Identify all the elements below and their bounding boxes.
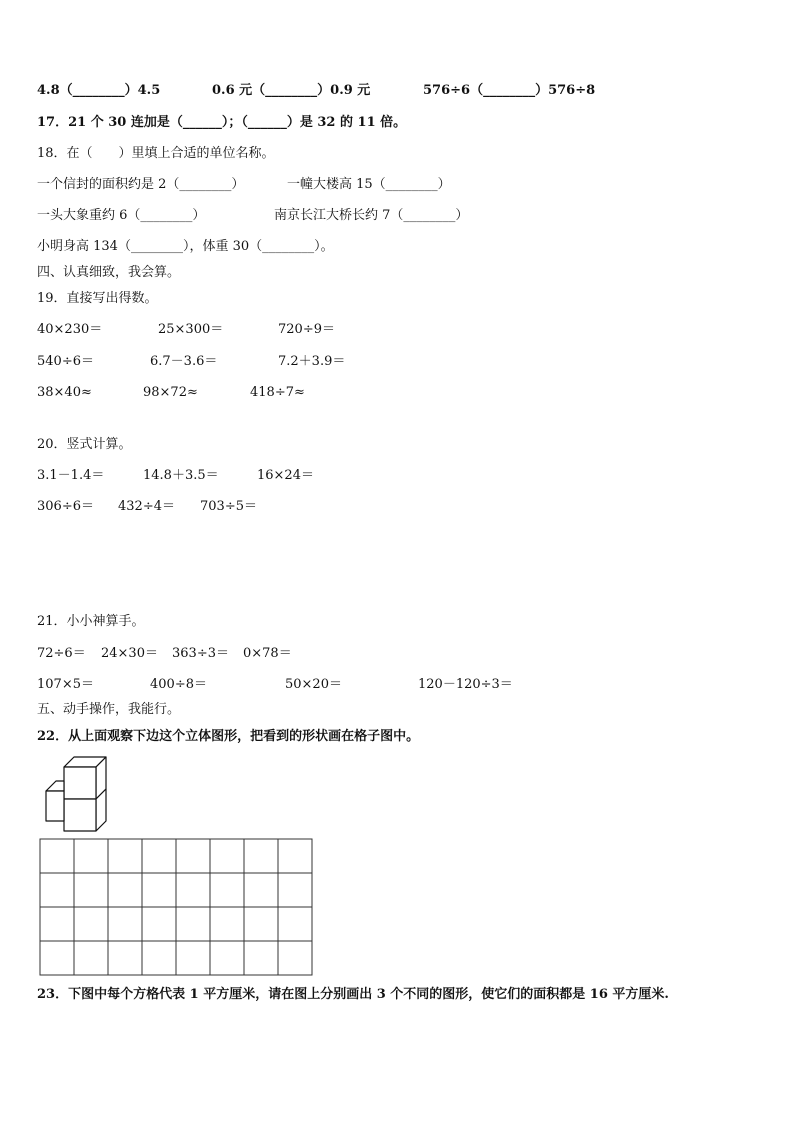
grid-cell[interactable]: [278, 907, 312, 941]
q16-item-2: 0.6 元（________）0.9 元: [212, 83, 371, 98]
grid-cell[interactable]: [244, 907, 278, 941]
q21-r2-c4: 120－120÷3＝: [418, 677, 513, 692]
q20-r2-c1: 306÷6＝: [37, 499, 94, 514]
grid-cell[interactable]: [142, 907, 176, 941]
q18-item-bridge: 南京长江大桥长约 7（________）: [274, 208, 469, 223]
q20-r1-c3: 16×24＝: [257, 468, 314, 483]
grid-cell[interactable]: [244, 839, 278, 873]
q18-item-xiaoming: 小明身高 134（________），体重 30（________）。: [37, 239, 334, 254]
bottom-right-cube-front-face: [64, 799, 96, 831]
grid-cell[interactable]: [278, 941, 312, 975]
q18-title: 18．在（ ）里填上合适的单位名称。: [37, 146, 275, 161]
grid-cell[interactable]: [74, 873, 108, 907]
grid-cell[interactable]: [74, 941, 108, 975]
q18-item-envelope: 一个信封的面积约是 2（________）: [37, 177, 245, 192]
q20-title: 20．竖式计算。: [37, 437, 132, 452]
grid-cell[interactable]: [210, 907, 244, 941]
grid-cell[interactable]: [244, 873, 278, 907]
q19-r2-c2: 6.7－3.6＝: [150, 354, 218, 369]
q16-item-3: 576÷6（________）576÷8: [423, 83, 596, 98]
q21-r1-c2: 24×30＝: [101, 646, 158, 661]
q19-title: 19．直接写出得数。: [37, 291, 158, 306]
q19-r3-c2: 98×72≈: [143, 385, 198, 400]
q21-r2-c2: 400÷8＝: [150, 677, 207, 692]
q19-r1-c3: 720÷9＝: [278, 322, 335, 337]
q20-r1-c2: 14.8＋3.5＝: [143, 468, 219, 483]
q17-text: 17．21 个 30 连加是（______）；（______）是 32 的 11 倍。: [37, 115, 407, 130]
grid-cell[interactable]: [108, 941, 142, 975]
bottom-left-cube-front-face: [46, 791, 64, 821]
grid-cell[interactable]: [244, 941, 278, 975]
q21-r1-c3: 363÷3＝: [172, 646, 229, 661]
grid-cell[interactable]: [142, 941, 176, 975]
q16-item-1: 4.8（________）4.5: [37, 83, 161, 98]
q21-r2-c3: 50×20＝: [285, 677, 342, 692]
grid-cell[interactable]: [278, 873, 312, 907]
grid-cell[interactable]: [176, 907, 210, 941]
grid-cell[interactable]: [176, 839, 210, 873]
q21-r1-c4: 0×78＝: [243, 646, 292, 661]
q21-title: 21．小小神算手。: [37, 614, 145, 629]
grid-cell[interactable]: [108, 873, 142, 907]
grid-cell[interactable]: [108, 839, 142, 873]
grid-cell[interactable]: [40, 873, 74, 907]
grid-cell[interactable]: [74, 839, 108, 873]
q23-text: 23．下图中每个方格代表 1 平方厘米，请在图上分别画出 3 个不同的图形，使它们的面积都是 16 平方厘米.: [37, 987, 669, 1002]
grid-cell[interactable]: [40, 941, 74, 975]
grid-cell[interactable]: [142, 873, 176, 907]
q20-r2-c2: 432÷4＝: [118, 499, 175, 514]
grid-cell[interactable]: [176, 941, 210, 975]
q19-r3-c3: 418÷7≈: [250, 385, 305, 400]
section5-title: 五、动手操作，我能行。: [37, 702, 181, 717]
grid-cell[interactable]: [210, 941, 244, 975]
q18-item-elephant: 一头大象重约 6（________）: [37, 208, 206, 223]
q21-r2-c1: 107×5＝: [37, 677, 94, 692]
grid-cell[interactable]: [142, 839, 176, 873]
grid-cell[interactable]: [210, 873, 244, 907]
q20-r2-c3: 703÷5＝: [200, 499, 257, 514]
grid-cell[interactable]: [108, 907, 142, 941]
q19-r2-c3: 7.2＋3.9＝: [278, 354, 346, 369]
q20-r1-c1: 3.1－1.4＝: [37, 468, 105, 483]
grid-cell[interactable]: [40, 839, 74, 873]
top-cube-front-face: [64, 767, 96, 799]
q19-r3-c1: 38×40≈: [37, 385, 92, 400]
cube-stack-figure: [44, 755, 124, 833]
grid-cell[interactable]: [40, 907, 74, 941]
q18-item-building: 一幢大楼高 15（________）: [287, 177, 451, 192]
grid-cell[interactable]: [210, 839, 244, 873]
drawing-grid[interactable]: [39, 838, 313, 976]
q21-r1-c1: 72÷6＝: [37, 646, 86, 661]
q22-title: 22．从上面观察下边这个立体图形，把看到的形状画在格子图中。: [37, 729, 420, 744]
q19-r1-c1: 40×230＝: [37, 322, 103, 337]
grid-cell[interactable]: [176, 873, 210, 907]
q19-r1-c2: 25×300＝: [158, 322, 224, 337]
grid-cell[interactable]: [74, 907, 108, 941]
grid-cell[interactable]: [278, 839, 312, 873]
section4-title: 四、认真细致，我会算。: [37, 265, 181, 280]
bottom-left-cube-top-face: [46, 781, 64, 791]
q19-r2-c1: 540÷6＝: [37, 354, 94, 369]
